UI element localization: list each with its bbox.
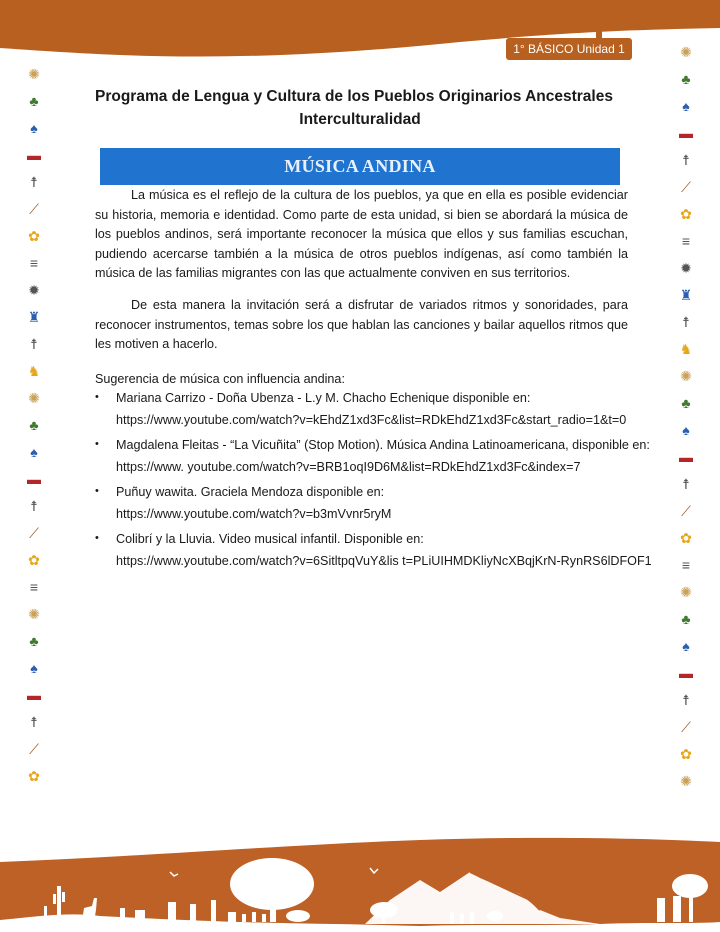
- flower-icon: ✿: [680, 529, 692, 546]
- sun-ring-icon: ✺: [680, 772, 692, 789]
- frog-icon: ♣: [681, 394, 691, 411]
- frog-icon: ♣: [29, 632, 39, 649]
- person-icon: ☨: [30, 497, 38, 514]
- fox-icon: ▬: [27, 686, 41, 703]
- pot-icon: ≡: [681, 556, 691, 573]
- person-hat-icon: ☨: [682, 313, 690, 330]
- sun-ring-icon: ✺: [680, 583, 692, 600]
- condor-icon: ⟋: [29, 200, 39, 217]
- sunburst-icon: ✹: [28, 281, 40, 298]
- sun-ring-icon: ✺: [680, 43, 692, 60]
- bullet-icon: •: [95, 532, 99, 544]
- bullet-icon: •: [95, 391, 99, 403]
- suggestions-label: Sugerencia de música con influencia andina:: [95, 372, 345, 386]
- sun-ring-icon: ✺: [28, 605, 40, 622]
- beetle-icon: ♠: [30, 659, 38, 676]
- beetle-icon: ♠: [682, 637, 690, 654]
- fox-icon: ▬: [679, 448, 693, 465]
- frog-icon: ♣: [29, 92, 39, 109]
- paragraph-invitation: De esta manera la invitación será a disfrutar de variados ritmos y sonoridades, para reconocer instrumentos, temas sobre los que hablan las canciones y bailar aquellos ritmos que les motiven a hacerlo.: [95, 298, 628, 352]
- bullet-icon: •: [95, 485, 99, 497]
- fox-icon: ▬: [27, 470, 41, 487]
- llama-icon: ♞: [679, 340, 693, 357]
- song-title: Puñuy wawita. Graciela Mendoza disponible en:: [116, 485, 385, 499]
- figure-blue-icon: ♜: [27, 308, 41, 325]
- frog-icon: ♣: [29, 416, 39, 433]
- song-link[interactable]: https://www.youtube.com/watch?v=b3mVvnr5ryM: [116, 507, 392, 521]
- sun-ring-icon: ✺: [680, 367, 692, 384]
- fox-icon: ▬: [679, 124, 693, 141]
- frog-icon: ♣: [681, 610, 691, 627]
- right-decor-column: [671, 38, 701, 794]
- song-title: Mariana Carrizo - Doña Ubenza - L.y M. Chacho Echenique disponible en:: [116, 391, 531, 405]
- list-item: [95, 389, 635, 436]
- flower-icon: ✿: [28, 767, 40, 784]
- program-subtitle: Interculturalidad: [299, 111, 421, 128]
- sunburst-icon: ✹: [680, 259, 692, 276]
- condor-icon: ⟋: [681, 502, 691, 519]
- flower-icon: ✿: [28, 551, 40, 568]
- bullet-icon: •: [95, 438, 99, 450]
- pot-icon: ≡: [29, 578, 39, 595]
- flower-icon: ✿: [28, 227, 40, 244]
- left-decor-column: [19, 60, 49, 789]
- pot-icon: ≡: [29, 254, 39, 271]
- song-title: Magdalena Fleitas - “La Vicuñita” (Stop Motion). Música Andina Latinoamericana, disponible en:: [116, 438, 650, 452]
- frog-icon: ♣: [681, 70, 691, 87]
- condor-icon: ⟋: [29, 524, 39, 541]
- paragraph-intro: La música es el reflejo de la cultura de los pueblos, ya que en ella es posible evidenciar su historia, memoria e identidad. Como parte de esta unidad, si bien se abordará la música de los pueblos andinos, será importante reconocer la música que ellos y sus familias escuchan, pudiendo acercarse también a la música de otros pueblos indígenas, así como también la música de las familias migrantes con las que actualmente conviven en sus territorios.: [95, 188, 628, 281]
- music-suggestions-list: [95, 389, 652, 577]
- flower-icon: ✿: [680, 745, 692, 762]
- beetle-icon: ♠: [682, 97, 690, 114]
- fox-icon: ▬: [679, 664, 693, 681]
- figure-blue-icon: ♜: [679, 286, 693, 303]
- section-title: MÚSICA ANDINA: [100, 148, 620, 185]
- program-title: Programa de Lengua y Cultura de los Pueblos Originarios Ancestrales: [95, 88, 613, 105]
- list-item: [95, 483, 635, 530]
- person-icon: ☨: [30, 713, 38, 730]
- person-icon: ☨: [682, 151, 690, 168]
- person-icon: ☨: [682, 475, 690, 492]
- flower-icon: ✿: [680, 205, 692, 222]
- beetle-icon: ♠: [30, 443, 38, 460]
- beetle-icon: ♠: [30, 119, 38, 136]
- condor-icon: ⟋: [29, 740, 39, 757]
- person-icon: ☨: [682, 691, 690, 708]
- sun-ring-icon: ✺: [28, 65, 40, 82]
- beetle-icon: ♠: [682, 421, 690, 438]
- list-item: [95, 530, 652, 577]
- condor-icon: ⟋: [681, 178, 691, 195]
- person-hat-icon: ☨: [30, 335, 38, 352]
- song-title: Colibrí y la Lluvia. Video musical infantil. Disponible en:: [116, 532, 424, 546]
- unit-badge: 1° BÁSICO Unidad 1: [506, 38, 632, 60]
- song-link[interactable]: https://www. youtube.com/watch?v=BRB1oqI9D6M&list=RDkEhdZ1xd3Fc&index=7: [116, 460, 581, 474]
- sun-ring-icon: ✺: [28, 389, 40, 406]
- person-icon: ☨: [30, 173, 38, 190]
- llama-icon: ♞: [27, 362, 41, 379]
- song-link[interactable]: https://www.youtube.com/watch?v=kEhdZ1xd3Fc&list=RDkEhdZ1xd3Fc&start_radio=1&t=0: [116, 413, 627, 427]
- footer-landscape-band: [0, 820, 720, 932]
- fox-icon: ▬: [27, 146, 41, 163]
- list-item: [95, 436, 650, 483]
- song-link[interactable]: https://www.youtube.com/watch?v=6SitltpqVuY&lis t=PLiUIHMDKliyNcXBqjKrN-RynRS6lDFOF1: [116, 554, 652, 568]
- pot-icon: ≡: [681, 232, 691, 249]
- condor-icon: ⟋: [681, 718, 691, 735]
